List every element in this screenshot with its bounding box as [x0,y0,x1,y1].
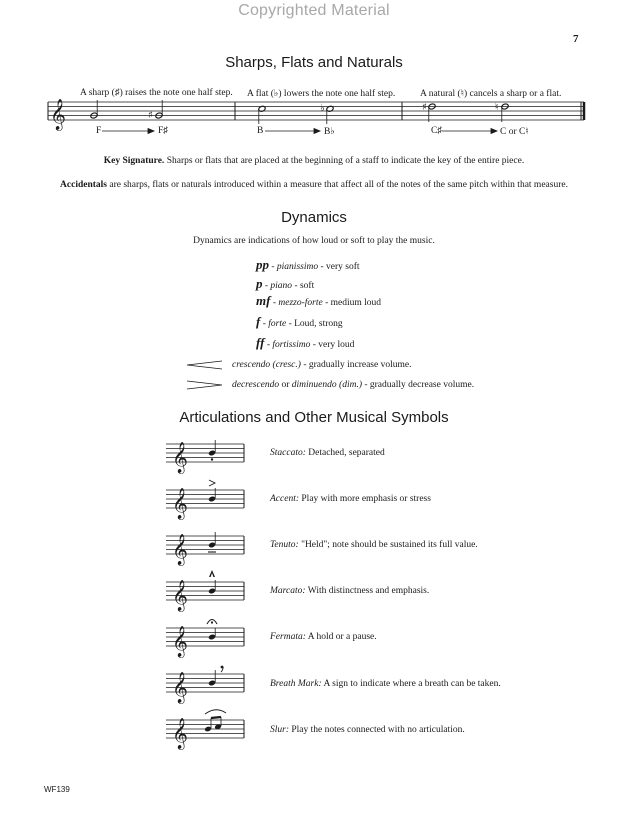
treble-clef-icon: 𝄞 [172,626,188,657]
breath-mark-icon [221,666,224,672]
marcato-staff [166,578,246,611]
slur-staff [166,716,246,749]
page-number: 7 [573,33,579,45]
sharp-icon: ♯ [148,110,153,121]
treble-clef-icon: 𝄞 [172,580,188,611]
dynamic-fortissimo: ff - fortissimo - very loud [256,335,355,350]
accent-mark-icon [209,480,215,486]
dynamic-pianissimo: pp - pianissimo - very soft [256,257,360,272]
flat-to-label: B♭ [324,127,335,137]
natural-icon: ♮ [495,102,499,113]
copyright-watermark: Copyrighted Material [238,2,390,19]
decrescendo-definition: decrescendo or diminuendo (dim.) - gradually decrease volume. [232,380,475,390]
fermata-staff [166,624,246,657]
accidentals-definition: Accidentals are sharps, flats or naturals introduced within a measure that affect all of the notes of the same pitch within that measure. [60,180,568,190]
slur-arc-icon [205,710,226,714]
accent-definition: Accent: Play with more emphasis or stress [270,494,431,504]
sharp-description: A sharp (♯) raises the note one half step. [80,88,233,98]
fermata-definition: Fermata: A hold or a pause. [270,632,377,642]
footer-code: WF139 [44,785,70,794]
crescendo-icon [186,360,224,370]
slur-definition: Slur: Play the notes connected with no articulation. [270,725,465,735]
breath-mark-staff [166,670,246,703]
marcato-definition: Marcato: With distinctness and emphasis. [270,586,430,596]
sharp-icon: ♯ [422,102,427,113]
dynamics-intro: Dynamics are indications of how loud or soft to play the music. [193,236,435,246]
sharp-from-label: F [96,126,102,136]
treble-clef-icon: 𝄞 [50,99,66,130]
flat-icon: ♭ [320,103,325,114]
flat-description: A flat (♭) lowers the note one half step. [247,89,396,99]
accent-staff [166,486,246,519]
dynamic-mezzo-forte: mf - mezzo-forte - medium loud [256,293,382,308]
dynamic-forte: f - forte - Loud, strong [256,314,343,329]
dynamics-section-title: Dynamics [281,209,347,226]
key-signature-definition: Key Signature. Sharps or flats that are placed at the beginning of a staff to indicate the key of the entire piece. [103,156,525,166]
crescendo-definition: crescendo (cresc.) - gradually increase volume. [232,360,412,370]
treble-clef-icon: 𝄞 [172,488,188,519]
treble-clef-icon: 𝄞 [172,672,188,703]
staccato-dot-icon [211,458,213,460]
natural-to-label: C or C♮ [500,127,529,137]
beam-icon [211,717,221,718]
natural-description: A natural (♮) cancels a sharp or a flat. [420,89,562,99]
fermata-icon [207,620,217,625]
decrescendo-icon [186,380,224,390]
tenuto-staff [166,532,246,565]
staccato-staff [166,440,246,473]
articulations-section-title: Articulations and Other Musical Symbols [179,409,449,426]
natural-from-label: C♯ [431,126,443,136]
flat-from-label: B [257,126,264,136]
dynamic-piano: p - piano - soft [256,276,315,291]
treble-clef-icon: 𝄞 [172,442,188,473]
sharps-section-title: Sharps, Flats and Naturals [225,54,403,71]
tenuto-definition: Tenuto: "Held"; note should be sustained its full value. [270,540,478,550]
breath-mark-definition: Breath Mark: A sign to indicate where a breath can be taken. [270,679,501,689]
staccato-definition: Staccato: Detached, separated [270,448,385,458]
treble-clef-icon: 𝄞 [172,718,188,749]
sharp-to-label: F♯ [158,126,169,136]
marcato-mark-icon [209,570,215,577]
treble-clef-icon: 𝄞 [172,534,188,565]
